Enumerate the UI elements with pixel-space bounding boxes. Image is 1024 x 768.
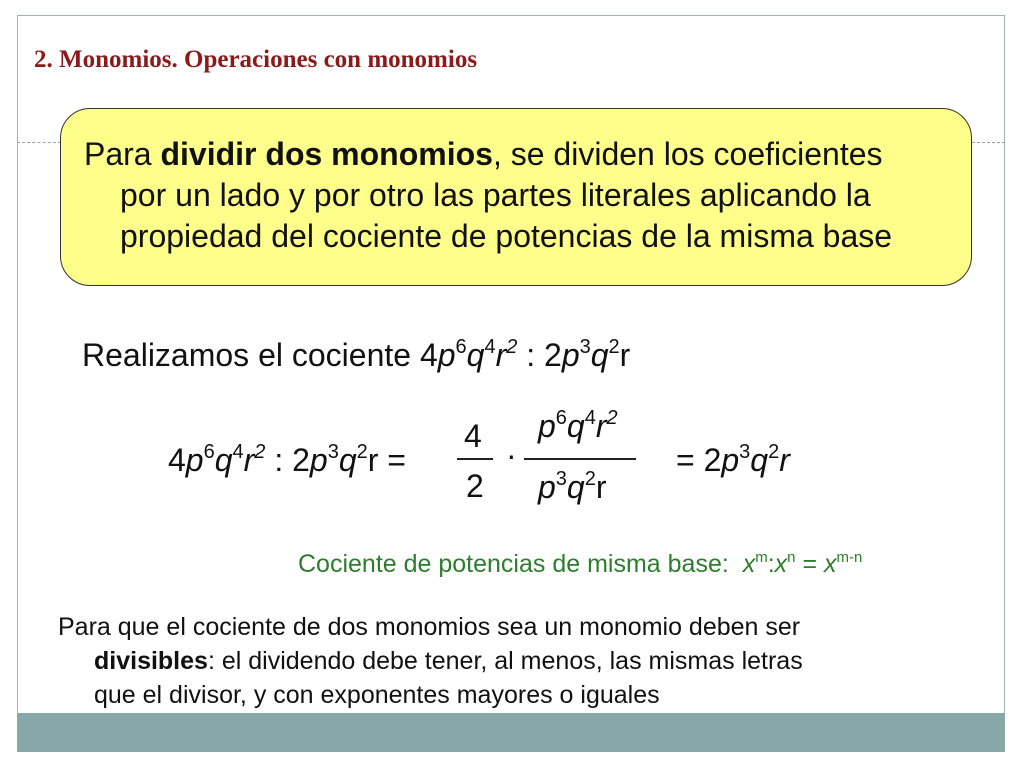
equation-result: = $2p^3q^2r$ (676, 441, 790, 478)
note-line2: : el dividendo debe tener, al menos, las mismas letras (207, 647, 803, 675)
note-line1: Para que el cociente de dos monomios sea un monomio deben ser (58, 613, 801, 641)
divider-right (972, 142, 1005, 143)
equation-lhs: $4p^6q^4r^2$ : $2p^3q^2r$ = (168, 441, 406, 478)
slide-title: 2. Monomios. Operaciones con monomios (34, 46, 478, 73)
multiply-dot: · (506, 437, 517, 473)
divider-left (17, 142, 61, 143)
coef-fraction-bar (457, 458, 493, 460)
example-heading: Realizamos el cociente $4p^6q^4r^2$ : $2p^3q^2r$ (82, 336, 631, 373)
literal-denominator: $p^3q^2r$ (538, 468, 607, 505)
note-bold: divisibles (94, 647, 208, 675)
power-quotient-rule: Cociente de potencias de misma base: $x^m:x^n = x^{m-n}$ (298, 549, 863, 578)
definition-text (84, 134, 964, 257)
note-line3: que el divisor, y con exponentes mayores o iguales (94, 681, 660, 709)
coef-numerator: 4 (464, 418, 482, 454)
def-line1: , se dividen los coeficientes (492, 136, 883, 172)
def-line3: propiedad del cociente de potencias de la misma base (120, 218, 893, 254)
divisibility-note (58, 610, 958, 712)
literal-numerator: $p^6q^4r^2$ (538, 407, 618, 444)
def-bold: dividir dos monomios (160, 136, 493, 172)
def-line2: por un lado y por otro las partes literales aplicando la (120, 177, 871, 213)
literal-fraction-bar (524, 458, 636, 460)
def-prefix: Para (84, 136, 161, 172)
coef-denominator: 2 (466, 468, 484, 504)
bottom-band (17, 713, 1005, 752)
